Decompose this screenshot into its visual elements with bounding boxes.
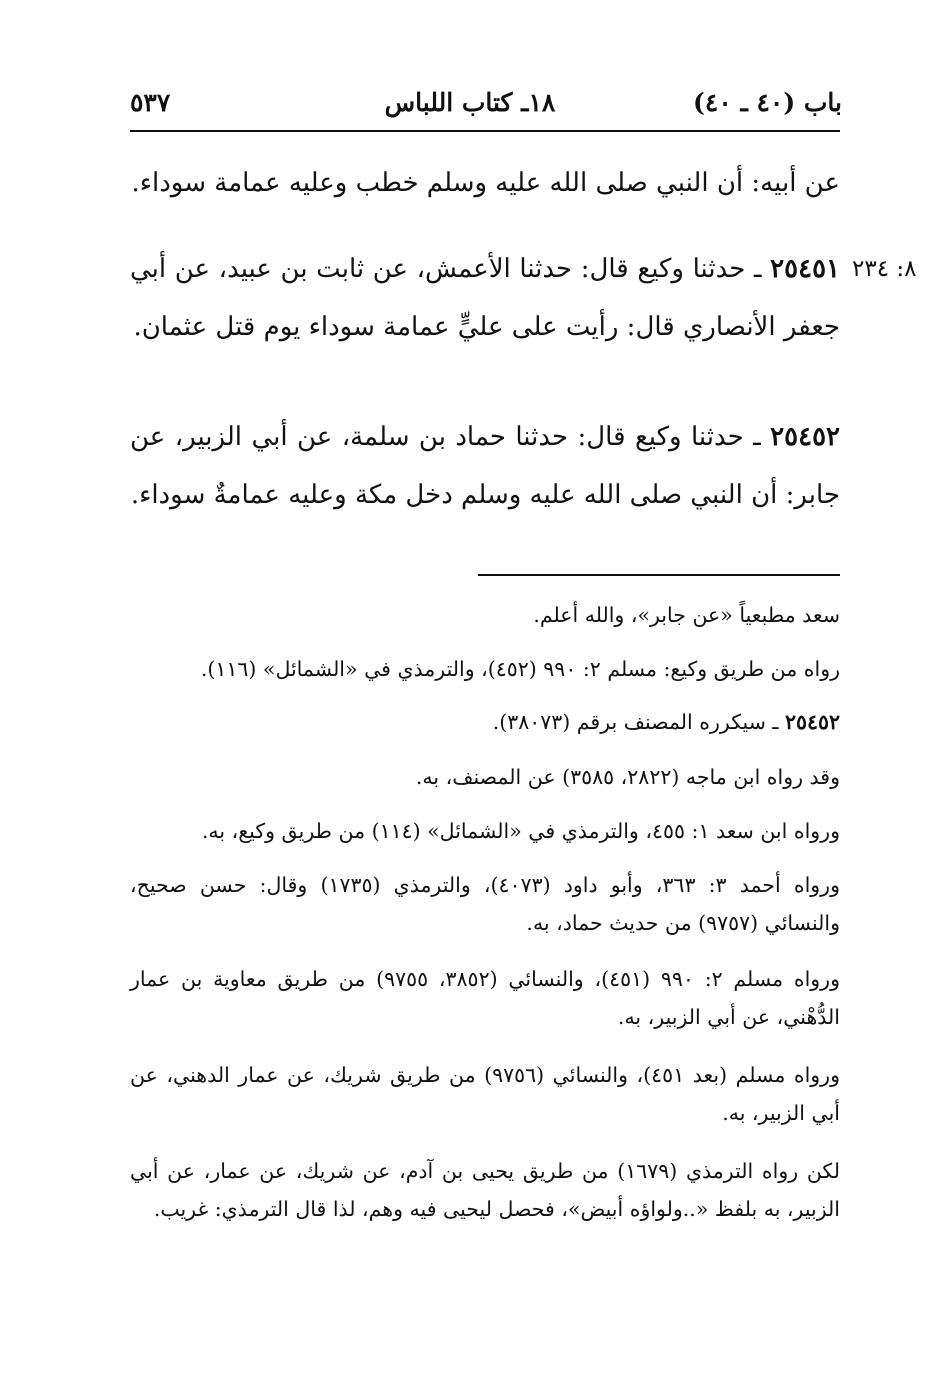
footnote-line: رواه من طريق وكيع: مسلم ٢: ٩٩٠ (٤٥٢)، والترمذي في «الشمائل» (١١٦). (200, 657, 840, 681)
header-divider (130, 130, 840, 132)
footnote-line: لكن رواه الترمذي (١٦٧٩) من طريق يحيى بن آدم، عن شريك، عن عمار، عن أبي الزبير، به بلفظ «..ولواؤه أبيض»، فحصل ليحيى فيه وهم، لذا قال الترمذي: غريب. (130, 1159, 840, 1221)
hadith-number: ٢٥٤٥١ (770, 254, 840, 284)
intro-paragraph: عن أبيه: أن النبي صلى الله عليه وسلم خطب وعليه عمامة سوداء. (131, 168, 840, 198)
book-title: ١٨ـ كتاب اللباس (384, 88, 556, 117)
page-number: ٥٣٧ (130, 88, 171, 117)
footnote-line: ورواه مسلم ٢: ٩٩٠ (٤٥١)، والنسائي (٣٨٥٢، ٩٧٥٥) من طريق معاوية بن عمار الدُّهْني، عن أبي الزبير، به. (130, 967, 840, 1029)
footnote-divider (478, 574, 840, 576)
footnote-line: ورواه ابن سعد ١: ٤٥٥، والترمذي في «الشمائل» (١١٤) من طريق وكيع، به. (201, 819, 840, 843)
margin-reference: ٨: ٢٣٤ (852, 256, 917, 282)
footnote-line (130, 703, 840, 741)
footnote-line: ورواه أحمد ٣: ٣٦٣، وأبو داود (٤٠٧٣)، والترمذي (١٧٣٥) وقال: حسن صحيح، والنسائي (٩٧٥٧) من حديث حماد، به. (130, 873, 840, 935)
hadith-number: ٢٥٤٥٢ (770, 422, 840, 452)
footnote-text: ـ سيكرره المصنف برقم (٣٨٠٧٣). (492, 710, 785, 734)
hadith-25452 (130, 408, 840, 524)
hadith-text: ـ حدثنا وكيع قال: حدثنا الأعمش، عن ثابت بن عبيد، عن أبي جعفر الأنصاري قال: رأيت على عليٍّ عمامة سوداء يوم قتل عثمان. (130, 254, 840, 342)
footnote-line: ورواه مسلم (بعد ٤٥١)، والنسائي (٩٧٥٦) من طريق شريك، عن عمار الدهني، عن أبي الزبير، به. (130, 1063, 840, 1125)
hadith-text: ـ حدثنا وكيع قال: حدثنا حماد بن سلمة، عن أبي الزبير، عن جابر: أن النبي صلى الله عليه وسلم دخل مكة وعليه عمامةٌ سوداء. (130, 422, 840, 510)
footnote-hadith-number: ٢٥٤٥٢ (784, 710, 840, 734)
footnote-line: وقد رواه ابن ماجه (٢٨٢٢، ٣٥٨٥) عن المصنف، به. (415, 765, 840, 789)
chapter-reference: باب (٤٠ ـ ٤٠) (693, 88, 842, 117)
hadith-25451 (130, 240, 840, 356)
footnote-line: سعد مطبعياً «عن جابر»، والله أعلم. (533, 603, 840, 627)
